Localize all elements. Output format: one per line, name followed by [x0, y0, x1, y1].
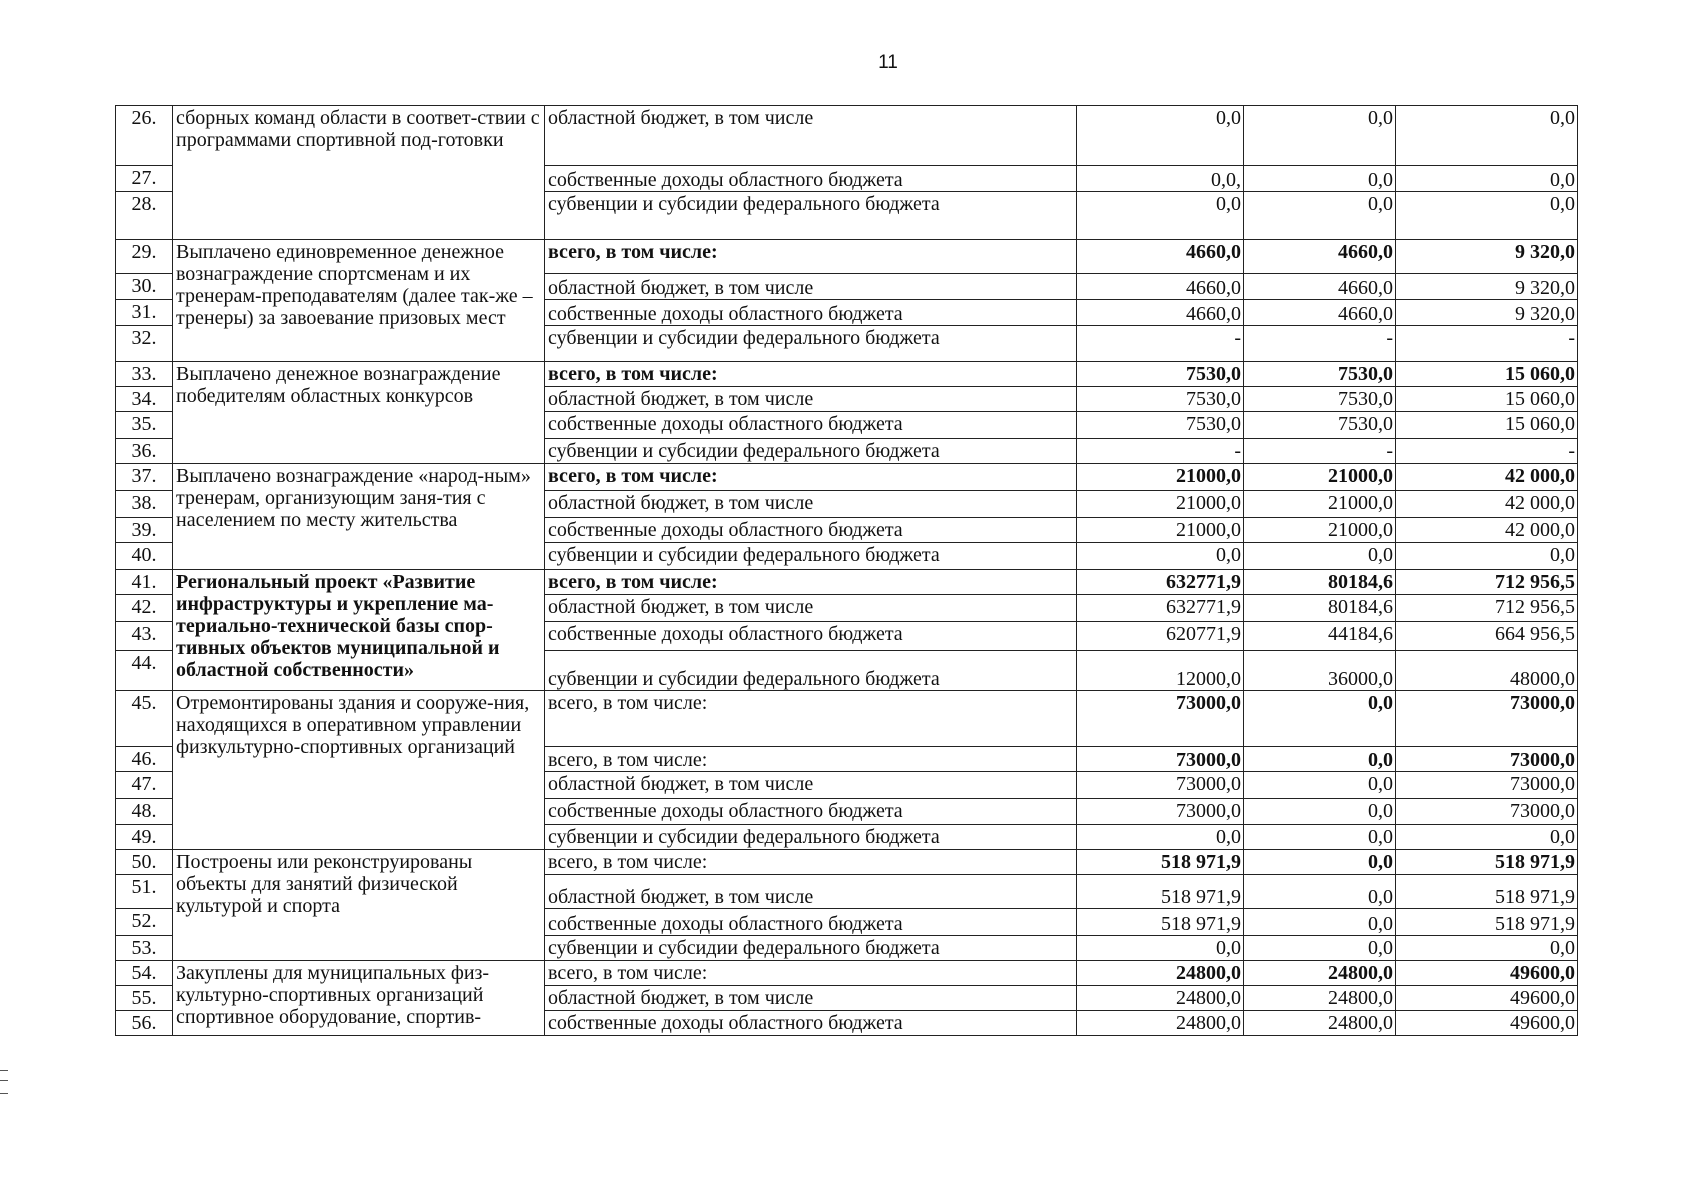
amount-year-1: 24800,0	[1077, 986, 1244, 1011]
funding-source: областной бюджет, в том числе	[545, 387, 1077, 412]
amount-year-1: 632771,9	[1077, 570, 1244, 595]
amount-year-1: 73000,0	[1077, 747, 1244, 772]
amount-year-1: 0,0	[1077, 936, 1244, 961]
amount-year-1: 0,0	[1077, 192, 1244, 240]
budget-table	[115, 105, 1578, 1036]
table-row	[116, 106, 1578, 166]
amount-year-2: 24800,0	[1244, 1011, 1396, 1036]
amount-year-3: 49600,0	[1396, 986, 1578, 1011]
funding-source: собственные доходы областного бюджета	[545, 909, 1077, 936]
amount-year-1: 24800,0	[1077, 961, 1244, 986]
amount-year-3: 73000,0	[1396, 691, 1578, 747]
amount-year-3: 0,0	[1396, 106, 1578, 166]
amount-year-2: 44184,6	[1244, 622, 1396, 651]
table-row	[116, 362, 1578, 387]
amount-year-1: 21000,0	[1077, 464, 1244, 491]
funding-source: собственные доходы областного бюджета	[545, 300, 1077, 326]
activity-description: сборных команд области в соответ-ствии с программами спортивной под-готовки	[173, 106, 545, 240]
amount-year-3: 42 000,0	[1396, 491, 1578, 518]
amount-year-2: -	[1244, 439, 1396, 464]
row-number: 27.	[116, 166, 173, 192]
funding-source: собственные доходы областного бюджета	[545, 622, 1077, 651]
table-row	[116, 850, 1578, 875]
amount-year-3: 518 971,9	[1396, 850, 1578, 875]
funding-source: субвенции и субсидии федерального бюджета	[545, 651, 1077, 691]
amount-year-1: 0,0	[1077, 825, 1244, 850]
amount-year-1: 4660,0	[1077, 240, 1244, 274]
table-row	[116, 240, 1578, 274]
amount-year-2: 4660,0	[1244, 300, 1396, 326]
amount-year-2: 0,0	[1244, 166, 1396, 192]
amount-year-3: 0,0	[1396, 192, 1578, 240]
funding-source: всего, в том числе:	[545, 240, 1077, 274]
row-number: 49.	[116, 825, 173, 850]
amount-year-3: 712 956,5	[1396, 595, 1578, 622]
funding-source: собственные доходы областного бюджета	[545, 1011, 1077, 1036]
amount-year-3: 518 971,9	[1396, 909, 1578, 936]
amount-year-2: 80184,6	[1244, 570, 1396, 595]
amount-year-2: 21000,0	[1244, 491, 1396, 518]
activity-description: Отремонтированы здания и сооруже-ния, находящихся в оперативном управлении физкультурно-спортивных организаций	[173, 691, 545, 850]
row-number: 53.	[116, 936, 173, 961]
funding-source: областной бюджет, в том числе	[545, 875, 1077, 909]
row-number: 47.	[116, 772, 173, 799]
activity-description: Построены или реконструированы объекты для занятий физической культурой и спорта	[173, 850, 545, 961]
row-number: 43.	[116, 622, 173, 651]
table-body	[116, 106, 1578, 1036]
row-number: 48.	[116, 799, 173, 825]
funding-source: всего, в том числе:	[545, 850, 1077, 875]
row-number: 40.	[116, 543, 173, 570]
table-row	[116, 570, 1578, 595]
funding-source: всего, в том числе:	[545, 464, 1077, 491]
activity-description: Региональный проект «Развитие инфраструктуры и укрепление ма-териально-технической базы спор-тивных объектов муниципальной и областной собственности»	[173, 570, 545, 691]
amount-year-3: 15 060,0	[1396, 412, 1578, 439]
row-number: 26.	[116, 106, 173, 166]
amount-year-1: -	[1077, 439, 1244, 464]
funding-source: субвенции и субсидии федерального бюджета	[545, 825, 1077, 850]
amount-year-2: 0,0	[1244, 772, 1396, 799]
amount-year-3: 15 060,0	[1396, 387, 1578, 412]
amount-year-3: 49600,0	[1396, 961, 1578, 986]
amount-year-3: 518 971,9	[1396, 875, 1578, 909]
amount-year-1: 7530,0	[1077, 412, 1244, 439]
amount-year-3: -	[1396, 326, 1578, 362]
amount-year-3: -	[1396, 439, 1578, 464]
amount-year-2: 4660,0	[1244, 274, 1396, 300]
amount-year-2: 80184,6	[1244, 595, 1396, 622]
row-number: 45.	[116, 691, 173, 747]
amount-year-3: 0,0	[1396, 825, 1578, 850]
funding-source: собственные доходы областного бюджета	[545, 799, 1077, 825]
amount-year-1: 4660,0	[1077, 274, 1244, 300]
amount-year-2: 0,0	[1244, 850, 1396, 875]
row-number: 46.	[116, 747, 173, 772]
amount-year-3: 664 956,5	[1396, 622, 1578, 651]
funding-source: областной бюджет, в том числе	[545, 491, 1077, 518]
row-number: 35.	[116, 412, 173, 439]
amount-year-1: 7530,0	[1077, 362, 1244, 387]
funding-source: областной бюджет, в том числе	[545, 274, 1077, 300]
funding-source: областной бюджет, в том числе	[545, 986, 1077, 1011]
row-number: 55.	[116, 986, 173, 1011]
amount-year-2: 0,0	[1244, 936, 1396, 961]
row-number: 50.	[116, 850, 173, 875]
funding-source: субвенции и субсидии федерального бюджета	[545, 936, 1077, 961]
activity-description: Выплачено денежное вознаграждение победителям областных конкурсов	[173, 362, 545, 464]
amount-year-1: 0,0,	[1077, 166, 1244, 192]
amount-year-1: -	[1077, 326, 1244, 362]
amount-year-2: 0,0	[1244, 825, 1396, 850]
amount-year-3: 73000,0	[1396, 772, 1578, 799]
amount-year-1: 21000,0	[1077, 518, 1244, 543]
amount-year-3: 0,0	[1396, 166, 1578, 192]
row-number: 30.	[116, 274, 173, 300]
amount-year-3: 42 000,0	[1396, 464, 1578, 491]
amount-year-1: 518 971,9	[1077, 850, 1244, 875]
funding-source: всего, в том числе:	[545, 570, 1077, 595]
funding-source: субвенции и субсидии федерального бюджета	[545, 543, 1077, 570]
amount-year-1: 12000,0	[1077, 651, 1244, 691]
amount-year-3: 15 060,0	[1396, 362, 1578, 387]
amount-year-3: 48000,0	[1396, 651, 1578, 691]
amount-year-1: 21000,0	[1077, 491, 1244, 518]
funding-source: всего, в том числе:	[545, 362, 1077, 387]
amount-year-2: 24800,0	[1244, 986, 1396, 1011]
row-number: 42.	[116, 595, 173, 622]
amount-year-2: 0,0	[1244, 106, 1396, 166]
amount-year-1: 7530,0	[1077, 387, 1244, 412]
amount-year-3: 0,0	[1396, 936, 1578, 961]
funding-source: субвенции и субсидии федерального бюджета	[545, 192, 1077, 240]
amount-year-2: 0,0	[1244, 909, 1396, 936]
table-row	[116, 961, 1578, 986]
amount-year-3: 712 956,5	[1396, 570, 1578, 595]
row-number: 28.	[116, 192, 173, 240]
amount-year-1: 620771,9	[1077, 622, 1244, 651]
amount-year-3: 73000,0	[1396, 747, 1578, 772]
row-number: 36.	[116, 439, 173, 464]
amount-year-2: 7530,0	[1244, 362, 1396, 387]
amount-year-1: 518 971,9	[1077, 909, 1244, 936]
row-number: 31.	[116, 300, 173, 326]
amount-year-2: 0,0	[1244, 799, 1396, 825]
funding-source: собственные доходы областного бюджета	[545, 518, 1077, 543]
table-row	[116, 464, 1578, 491]
amount-year-2: 24800,0	[1244, 961, 1396, 986]
row-number: 38.	[116, 491, 173, 518]
margin-mark	[0, 1070, 8, 1094]
amount-year-2: 7530,0	[1244, 387, 1396, 412]
row-number: 44.	[116, 651, 173, 691]
row-number: 34.	[116, 387, 173, 412]
amount-year-2: 0,0	[1244, 747, 1396, 772]
activity-description: Закуплены для муниципальных физ-культурно-спортивных организаций спортивное оборудование, спортив-	[173, 961, 545, 1036]
amount-year-1: 73000,0	[1077, 772, 1244, 799]
table-row	[116, 691, 1578, 747]
funding-source: собственные доходы областного бюджета	[545, 166, 1077, 192]
amount-year-2: 0,0	[1244, 543, 1396, 570]
amount-year-3: 9 320,0	[1396, 274, 1578, 300]
row-number: 33.	[116, 362, 173, 387]
row-number: 52.	[116, 909, 173, 936]
amount-year-2: 0,0	[1244, 875, 1396, 909]
amount-year-2: -	[1244, 326, 1396, 362]
funding-source: областной бюджет, в том числе	[545, 106, 1077, 166]
amount-year-3: 9 320,0	[1396, 300, 1578, 326]
row-number: 54.	[116, 961, 173, 986]
activity-description: Выплачено единовременное денежное вознаграждение спортсменам и их тренерам-преподавателям (далее так-же – тренеры) за завоевание призовых мест	[173, 240, 545, 362]
funding-source: всего, в том числе:	[545, 691, 1077, 747]
amount-year-3: 49600,0	[1396, 1011, 1578, 1036]
row-number: 51.	[116, 875, 173, 909]
amount-year-2: 4660,0	[1244, 240, 1396, 274]
funding-source: субвенции и субсидии федерального бюджета	[545, 439, 1077, 464]
amount-year-3: 9 320,0	[1396, 240, 1578, 274]
row-number: 37.	[116, 464, 173, 491]
page-number: 11	[878, 52, 898, 73]
amount-year-2: 7530,0	[1244, 412, 1396, 439]
amount-year-2: 0,0	[1244, 192, 1396, 240]
row-number: 29.	[116, 240, 173, 274]
funding-source: всего, в том числе:	[545, 747, 1077, 772]
amount-year-1: 518 971,9	[1077, 875, 1244, 909]
amount-year-1: 4660,0	[1077, 300, 1244, 326]
amount-year-1: 0,0	[1077, 106, 1244, 166]
amount-year-1: 632771,9	[1077, 595, 1244, 622]
amount-year-2: 0,0	[1244, 691, 1396, 747]
amount-year-3: 73000,0	[1396, 799, 1578, 825]
amount-year-1: 73000,0	[1077, 691, 1244, 747]
amount-year-1: 73000,0	[1077, 799, 1244, 825]
amount-year-3: 42 000,0	[1396, 518, 1578, 543]
amount-year-2: 21000,0	[1244, 464, 1396, 491]
row-number: 39.	[116, 518, 173, 543]
funding-source: собственные доходы областного бюджета	[545, 412, 1077, 439]
row-number: 32.	[116, 326, 173, 362]
activity-description: Выплачено вознаграждение «народ-ным» тренерам, организующим заня-тия с населением по месту жительства	[173, 464, 545, 570]
funding-source: всего, в том числе:	[545, 961, 1077, 986]
amount-year-1: 24800,0	[1077, 1011, 1244, 1036]
funding-source: областной бюджет, в том числе	[545, 595, 1077, 622]
amount-year-2: 21000,0	[1244, 518, 1396, 543]
funding-source: областной бюджет, в том числе	[545, 772, 1077, 799]
amount-year-3: 0,0	[1396, 543, 1578, 570]
amount-year-1: 0,0	[1077, 543, 1244, 570]
row-number: 56.	[116, 1011, 173, 1036]
row-number: 41.	[116, 570, 173, 595]
amount-year-2: 36000,0	[1244, 651, 1396, 691]
funding-source: субвенции и субсидии федерального бюджета	[545, 326, 1077, 362]
